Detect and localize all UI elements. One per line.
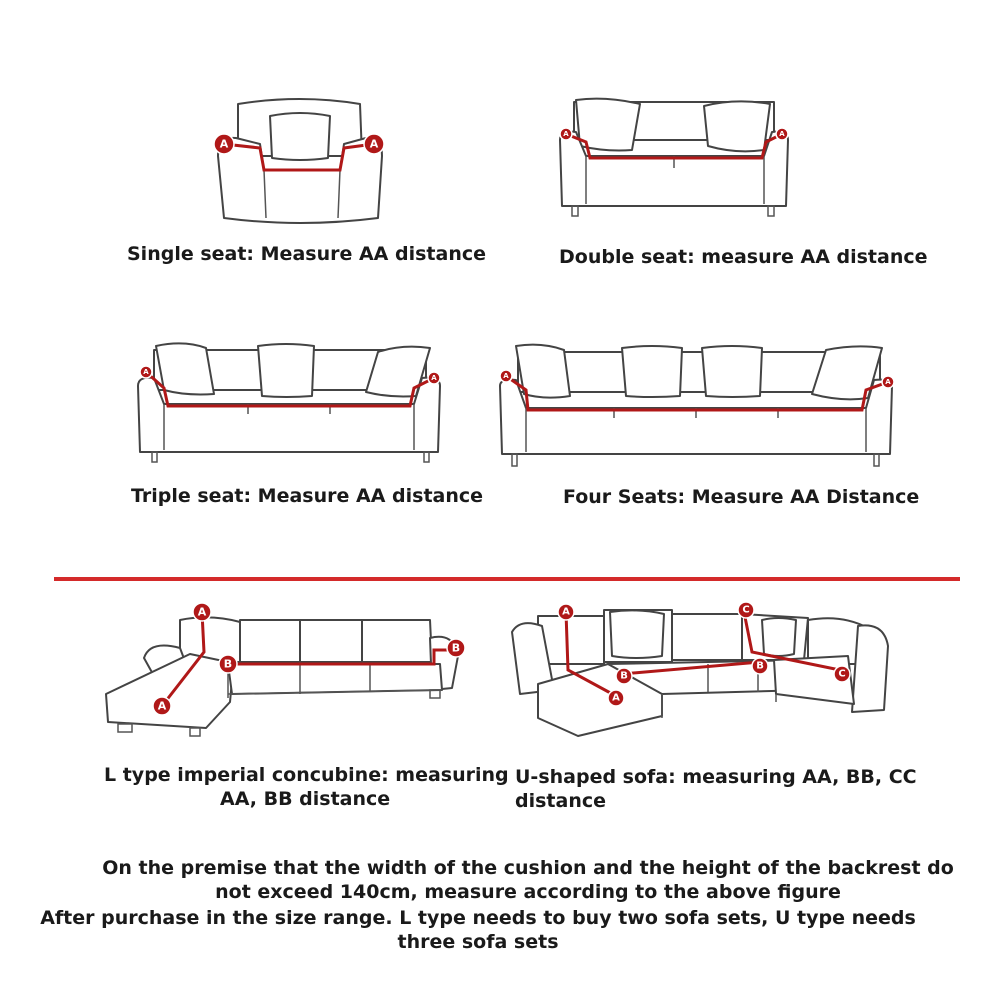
- note-line-4: three sofa sets: [397, 931, 559, 953]
- marker-b-right: [752, 658, 768, 674]
- svg-text:A: A: [431, 374, 437, 382]
- triple-seat-figure: [134, 340, 444, 465]
- svg-text:A: A: [562, 606, 570, 618]
- marker-b-left: [219, 655, 237, 673]
- svg-text:A: A: [157, 699, 167, 713]
- marker-b-left: [616, 668, 632, 684]
- marker-a-top: [558, 604, 574, 620]
- note-line-2: not exceed 140cm, measure according to the above figure: [215, 881, 841, 903]
- svg-text:A: A: [197, 605, 207, 619]
- marker-a-right: [776, 128, 788, 140]
- single-seat-caption: Single seat: Measure AA distance: [127, 243, 486, 265]
- double-seat-figure: [556, 96, 791, 221]
- u-type-caption-line1: U-shaped sofa: measuring AA, BB, CC: [515, 766, 917, 788]
- marker-c-bottom: [834, 666, 850, 682]
- svg-text:A: A: [503, 372, 509, 380]
- svg-text:A: A: [779, 130, 785, 138]
- u-type-figure: [508, 598, 894, 746]
- note-line-1: On the premise that the width of the cushion and the height of the backrest do: [102, 857, 954, 879]
- l-type-caption-line1: L type imperial concubine: measuring: [104, 764, 509, 786]
- svg-text:B: B: [223, 657, 233, 671]
- svg-text:A: A: [219, 137, 229, 151]
- marker-a-left: [560, 128, 572, 140]
- marker-c-top: [738, 602, 754, 618]
- svg-text:B: B: [451, 641, 461, 655]
- marker-a-right: [428, 372, 440, 384]
- svg-text:A: A: [369, 137, 379, 151]
- svg-text:C: C: [742, 604, 750, 616]
- note-line-3: After purchase in the size range. L type needs to buy two sofa sets, U type needs: [40, 907, 916, 929]
- svg-text:B: B: [756, 660, 764, 672]
- marker-b-right: [447, 639, 465, 657]
- l-type-caption-line2: AA, BB distance: [220, 788, 391, 810]
- marker-a-left: [214, 134, 234, 154]
- marker-a-left: [140, 366, 152, 378]
- marker-a-bottom: [608, 690, 624, 706]
- svg-text:A: A: [885, 378, 891, 386]
- svg-text:B: B: [620, 670, 628, 682]
- u-type-caption-line2: distance: [515, 790, 607, 812]
- marker-a-left: [500, 370, 512, 382]
- four-seat-caption: Four Seats: Measure AA Distance: [563, 486, 920, 508]
- marker-a-right: [364, 134, 384, 154]
- triple-seat-caption: Triple seat: Measure AA distance: [131, 485, 484, 507]
- four-seat-figure: [496, 342, 896, 470]
- svg-text:A: A: [143, 368, 149, 376]
- marker-a-bottom: [153, 697, 171, 715]
- svg-text:C: C: [838, 668, 846, 680]
- l-type-figure: [100, 598, 472, 740]
- svg-text:A: A: [612, 692, 620, 704]
- section-divider: [54, 577, 960, 581]
- double-seat-caption: Double seat: measure AA distance: [559, 246, 928, 268]
- svg-text:A: A: [563, 130, 569, 138]
- marker-a-top: [193, 603, 211, 621]
- marker-a-right: [882, 376, 894, 388]
- single-seat-figure: [210, 96, 390, 226]
